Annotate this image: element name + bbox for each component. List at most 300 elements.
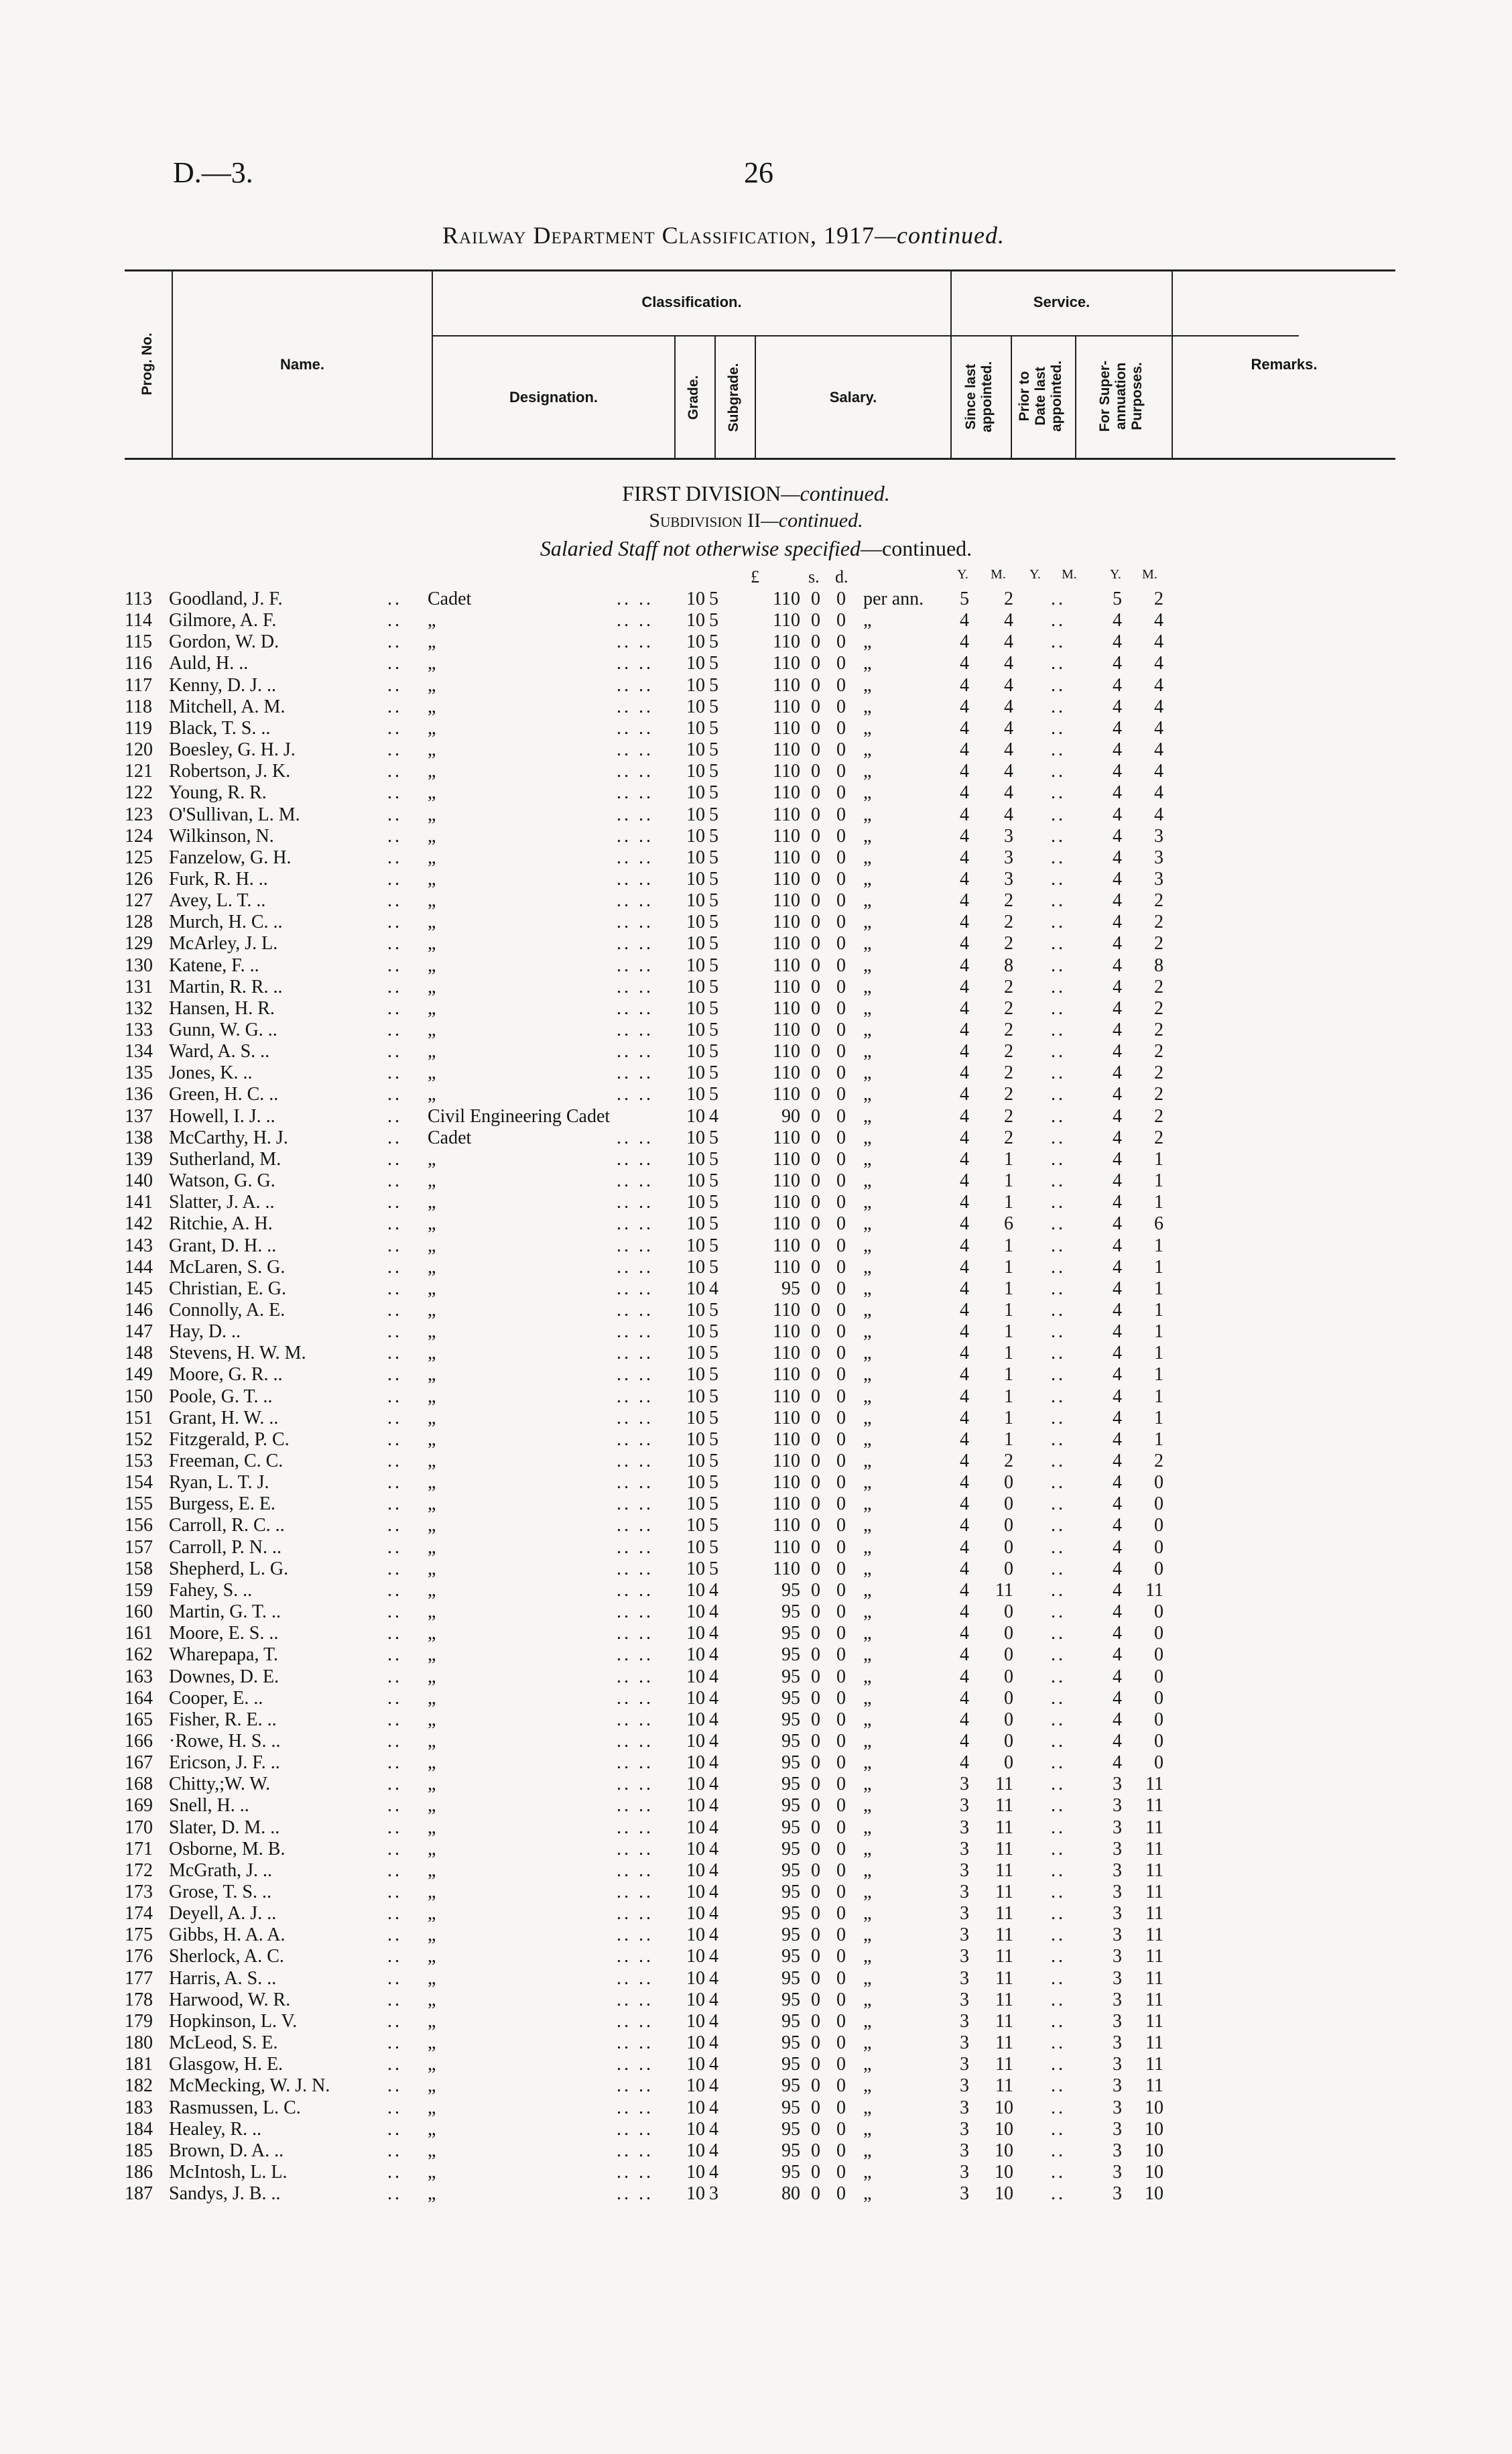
leader-dots: .. bbox=[387, 1882, 402, 1902]
prior-cell: .. bbox=[1051, 1451, 1066, 1471]
salary-shillings-cell: 0 bbox=[811, 2140, 820, 2161]
salary-pounds-cell: 95 bbox=[781, 2032, 800, 2054]
salary-pounds-cell: 110 bbox=[773, 1343, 800, 1364]
name-cell: McMecking, W. J. N. bbox=[169, 2075, 330, 2097]
subgrade-cell: 5 bbox=[709, 1321, 718, 1343]
super-months-cell: 10 bbox=[1145, 2118, 1163, 2140]
designation-cell: „ bbox=[428, 1515, 436, 1536]
salary-period-cell: „ bbox=[863, 674, 872, 696]
salary-pence-cell: 0 bbox=[836, 2118, 846, 2140]
salary-pounds-cell: 110 bbox=[773, 1192, 800, 1213]
salary-shillings-cell: 0 bbox=[811, 1795, 820, 1817]
since-months-cell: 10 bbox=[995, 2140, 1013, 2161]
page-title-suffix: —continued. bbox=[875, 222, 1005, 249]
leader-dots: .. .. bbox=[617, 610, 653, 631]
since-months-cell: 2 bbox=[1004, 1041, 1013, 1062]
salary-period-cell: „ bbox=[863, 1838, 872, 1859]
leader-dots: .. bbox=[387, 847, 402, 868]
salary-period-cell: „ bbox=[863, 825, 872, 847]
salary-period-cell: „ bbox=[863, 717, 872, 739]
salary-period-cell: „ bbox=[863, 997, 872, 1019]
name-cell: Jones, K. .. bbox=[169, 1062, 253, 1084]
grade-cell: 10 bbox=[686, 997, 705, 1019]
leader-dots: .. bbox=[387, 2183, 402, 2205]
salary-shillings-cell: 0 bbox=[811, 868, 820, 889]
prog-no-cell: 151 bbox=[125, 1407, 153, 1428]
super-years-cell: 3 bbox=[1113, 1989, 1122, 2010]
since-months-cell: 2 bbox=[1004, 1127, 1013, 1148]
super-months-cell: 11 bbox=[1145, 1989, 1163, 2010]
leader-dots: .. .. bbox=[617, 1859, 653, 1881]
prog-no-cell: 117 bbox=[125, 674, 152, 696]
leader-dots: .. bbox=[387, 1795, 402, 1817]
leader-dots: .. bbox=[387, 1730, 402, 1752]
prior-cell: .. bbox=[1051, 1343, 1066, 1364]
grade-cell: 10 bbox=[686, 1752, 705, 1774]
salary-pence-cell: 0 bbox=[836, 1213, 846, 1235]
since-months-cell: 0 bbox=[1004, 1558, 1013, 1579]
salary-pounds-cell: 95 bbox=[781, 1623, 800, 1644]
subgrade-cell: 5 bbox=[709, 976, 718, 997]
super-months-cell: 4 bbox=[1154, 717, 1163, 739]
salary-pounds-cell: 90 bbox=[781, 1105, 800, 1127]
since-months-cell: 0 bbox=[1004, 1687, 1013, 1709]
designation-cell: „ bbox=[428, 1946, 436, 1967]
leader-dots: .. bbox=[387, 1666, 402, 1687]
subgrade-cell: 4 bbox=[709, 1903, 718, 1924]
since-years-cell: 3 bbox=[960, 2183, 969, 2205]
since-months-cell: 4 bbox=[1004, 653, 1013, 674]
super-months-cell: 1 bbox=[1154, 1364, 1163, 1386]
subgrade-cell: 5 bbox=[709, 696, 718, 717]
super-months-cell: 11 bbox=[1145, 1838, 1163, 1859]
table-row bbox=[0, 1601, 1512, 1623]
salary-period-cell: „ bbox=[863, 1623, 872, 1644]
since-months-cell: 11 bbox=[995, 2010, 1013, 2032]
since-years-cell: 3 bbox=[960, 1838, 969, 1859]
since-months-cell: 4 bbox=[1004, 739, 1013, 761]
super-months-cell: 1 bbox=[1154, 1321, 1163, 1343]
since-years-cell: 4 bbox=[960, 1709, 969, 1730]
subgrade-cell: 5 bbox=[709, 847, 718, 868]
leader-dots: .. bbox=[387, 1192, 402, 1213]
prior-cell: .. bbox=[1051, 2097, 1066, 2118]
designation-cell: „ bbox=[428, 1579, 436, 1601]
salary-shillings-cell: 0 bbox=[811, 1321, 820, 1343]
salary-shillings-cell: 0 bbox=[811, 1859, 820, 1881]
since-years-cell: 4 bbox=[960, 1472, 969, 1493]
salary-period-cell: „ bbox=[863, 696, 872, 717]
leader-dots: .. bbox=[387, 1859, 402, 1881]
prog-no-cell: 187 bbox=[125, 2183, 153, 2205]
salary-pounds-cell: 110 bbox=[773, 1386, 800, 1407]
salary-period-cell: per ann. bbox=[863, 589, 924, 609]
since-months-cell: 0 bbox=[1004, 1644, 1013, 1666]
salary-pence-cell: 0 bbox=[836, 1709, 846, 1730]
salary-period-cell: „ bbox=[863, 2075, 872, 2097]
grade-cell: 10 bbox=[686, 2183, 705, 2205]
subgrade-cell: 5 bbox=[709, 739, 718, 761]
salary-pence-cell: 0 bbox=[836, 2183, 846, 2205]
prior-cell: .. bbox=[1051, 890, 1066, 912]
subgrade-cell: 4 bbox=[709, 1882, 718, 1902]
since-months-cell: 4 bbox=[1004, 782, 1013, 804]
salary-pence-cell: 0 bbox=[836, 1278, 846, 1299]
since-years-cell: 4 bbox=[960, 890, 969, 912]
super-months-cell: 4 bbox=[1154, 610, 1163, 631]
since-months-cell: 0 bbox=[1004, 1536, 1013, 1558]
leader-dots: .. .. bbox=[617, 2140, 653, 2161]
salary-period-cell: „ bbox=[863, 1730, 872, 1752]
prior-cell: .. bbox=[1051, 1170, 1066, 1192]
name-cell: McArley, J. L. bbox=[169, 933, 278, 955]
grade-cell: 10 bbox=[686, 1235, 705, 1256]
salary-shillings-cell: 0 bbox=[811, 1192, 820, 1213]
salary-period-cell: „ bbox=[863, 804, 872, 825]
salary-pence-cell: 0 bbox=[836, 1795, 846, 1817]
prog-no-cell: 124 bbox=[125, 825, 153, 847]
super-months-cell: 2 bbox=[1154, 1062, 1163, 1084]
grade-cell: 10 bbox=[686, 912, 705, 933]
designation-cell: „ bbox=[428, 674, 436, 696]
subgrade-cell: 4 bbox=[709, 2054, 718, 2075]
leader-dots: .. .. bbox=[617, 1386, 653, 1407]
grade-cell: 10 bbox=[686, 589, 705, 609]
salary-period-cell: „ bbox=[863, 1536, 872, 1558]
table-row bbox=[0, 761, 1512, 782]
since-months-cell: 1 bbox=[1004, 1428, 1013, 1450]
prior-cell: .. bbox=[1051, 825, 1066, 847]
prior-cell: .. bbox=[1051, 1709, 1066, 1730]
prior-cell: .. bbox=[1051, 674, 1066, 696]
leader-dots: .. .. bbox=[617, 717, 653, 739]
subgrade-cell: 5 bbox=[709, 1493, 718, 1515]
since-years-cell: 4 bbox=[960, 1170, 969, 1192]
leader-dots: .. bbox=[387, 1343, 402, 1364]
salary-period-cell: „ bbox=[863, 912, 872, 933]
subgrade-cell: 5 bbox=[709, 1428, 718, 1450]
leader-dots: .. bbox=[387, 674, 402, 696]
unit-shilling: s. bbox=[808, 567, 820, 587]
designation-cell: „ bbox=[428, 696, 436, 717]
table-row bbox=[0, 2032, 1512, 2054]
table-row bbox=[0, 1278, 1512, 1300]
designation-cell: „ bbox=[428, 1882, 436, 1902]
since-months-cell: 11 bbox=[995, 1817, 1013, 1838]
salary-pounds-cell: 110 bbox=[773, 589, 800, 609]
salary-pence-cell: 0 bbox=[836, 1536, 846, 1558]
super-months-cell: 11 bbox=[1145, 2010, 1163, 2032]
salary-shillings-cell: 0 bbox=[811, 1774, 820, 1795]
salary-pounds-cell: 110 bbox=[773, 804, 800, 825]
designation-cell: „ bbox=[428, 1192, 436, 1213]
super-years-cell: 3 bbox=[1113, 1967, 1122, 1989]
designation-cell: „ bbox=[428, 1730, 436, 1752]
salary-period-cell: „ bbox=[863, 1256, 872, 1278]
salary-pounds-cell: 110 bbox=[773, 610, 800, 631]
since-years-cell: 4 bbox=[960, 1278, 969, 1299]
salary-pence-cell: 0 bbox=[836, 1882, 846, 1902]
salary-pounds-cell: 110 bbox=[773, 1020, 800, 1040]
salary-pounds-cell: 110 bbox=[773, 1148, 800, 1170]
super-years-cell: 4 bbox=[1113, 717, 1122, 739]
super-months-cell: 11 bbox=[1145, 1882, 1163, 1902]
leader-dots: .. bbox=[387, 2010, 402, 2032]
designation-cell: „ bbox=[428, 610, 436, 631]
super-months-cell: 0 bbox=[1154, 1558, 1163, 1579]
salary-shillings-cell: 0 bbox=[811, 912, 820, 933]
subgrade-cell: 5 bbox=[709, 868, 718, 889]
leader-dots: .. .. bbox=[617, 1989, 653, 2010]
prog-no-cell: 130 bbox=[125, 955, 153, 976]
leader-dots: .. bbox=[387, 1321, 402, 1343]
salary-pence-cell: 0 bbox=[836, 1235, 846, 1256]
subgrade-cell: 5 bbox=[709, 1127, 718, 1148]
designation-cell: „ bbox=[428, 739, 436, 761]
salary-pence-cell: 0 bbox=[836, 1752, 846, 1774]
table-row bbox=[0, 2162, 1512, 2183]
salary-shillings-cell: 0 bbox=[811, 1946, 820, 1967]
since-years-cell: 5 bbox=[960, 589, 969, 609]
grade-cell: 10 bbox=[686, 868, 705, 889]
table-row bbox=[0, 955, 1512, 977]
salary-pounds-cell: 110 bbox=[773, 1127, 800, 1148]
salary-pounds-cell: 110 bbox=[773, 912, 800, 933]
leader-dots: .. bbox=[387, 1105, 402, 1127]
leader-dots: .. bbox=[387, 1579, 402, 1601]
table-row bbox=[0, 1580, 1512, 1601]
name-cell: Hopkinson, L. V. bbox=[169, 2010, 298, 2032]
subgrade-cell: 4 bbox=[709, 2075, 718, 2097]
designation-cell: „ bbox=[428, 717, 436, 739]
col-since-last: Since last appointed. bbox=[963, 361, 995, 433]
unit-y1: Y. bbox=[957, 567, 968, 582]
super-months-cell: 4 bbox=[1154, 696, 1163, 717]
prog-no-cell: 118 bbox=[125, 696, 152, 717]
salary-period-cell: „ bbox=[863, 1127, 872, 1148]
salary-period-cell: „ bbox=[863, 1407, 872, 1428]
super-years-cell: 4 bbox=[1113, 739, 1122, 761]
table-row bbox=[0, 933, 1512, 955]
designation-cell: „ bbox=[428, 761, 436, 782]
salary-period-cell: „ bbox=[863, 1105, 872, 1127]
since-months-cell: 2 bbox=[1004, 912, 1013, 933]
since-years-cell: 4 bbox=[960, 674, 969, 696]
grade-cell: 10 bbox=[686, 1299, 705, 1321]
designation-cell: „ bbox=[428, 1278, 436, 1299]
name-cell: Green, H. C. .. bbox=[169, 1084, 279, 1105]
salary-pounds-cell: 110 bbox=[773, 1256, 800, 1278]
salary-pence-cell: 0 bbox=[836, 1730, 846, 1752]
leader-dots: .. .. bbox=[617, 1515, 653, 1536]
since-months-cell: 1 bbox=[1004, 1386, 1013, 1407]
division-cont: —continued. bbox=[781, 481, 890, 505]
since-months-cell: 11 bbox=[995, 1859, 1013, 1881]
unit-m3: M. bbox=[1142, 567, 1157, 582]
grade-cell: 10 bbox=[686, 1882, 705, 1902]
salary-period-cell: „ bbox=[863, 2010, 872, 2032]
salary-pence-cell: 0 bbox=[836, 997, 846, 1019]
salary-pence-cell: 0 bbox=[836, 976, 846, 997]
leader-dots: .. bbox=[387, 1428, 402, 1450]
grade-cell: 10 bbox=[686, 2010, 705, 2032]
leader-dots: .. bbox=[387, 1774, 402, 1795]
table-row bbox=[0, 1321, 1512, 1343]
subgrade-cell: 4 bbox=[709, 2032, 718, 2054]
salary-pounds-cell: 110 bbox=[773, 1062, 800, 1084]
leader-dots: .. bbox=[387, 1278, 402, 1299]
leader-dots: .. .. bbox=[617, 1644, 653, 1666]
since-years-cell: 4 bbox=[960, 1148, 969, 1170]
super-months-cell: 3 bbox=[1154, 825, 1163, 847]
since-years-cell: 3 bbox=[960, 2075, 969, 2097]
salary-period-cell: „ bbox=[863, 1817, 872, 1838]
subgrade-cell: 5 bbox=[709, 1451, 718, 1471]
since-months-cell: 11 bbox=[995, 1946, 1013, 1967]
salary-pounds-cell: 110 bbox=[773, 1407, 800, 1428]
salary-period-cell: „ bbox=[863, 933, 872, 955]
leader-dots: .. bbox=[387, 1623, 402, 1644]
since-months-cell: 1 bbox=[1004, 1148, 1013, 1170]
since-months-cell: 10 bbox=[995, 2118, 1013, 2140]
salary-pence-cell: 0 bbox=[836, 1407, 846, 1428]
salary-period-cell: „ bbox=[863, 1062, 872, 1084]
salary-period-cell: „ bbox=[863, 1989, 872, 2010]
since-years-cell: 4 bbox=[960, 1364, 969, 1386]
super-years-cell: 4 bbox=[1113, 868, 1122, 889]
table-row bbox=[0, 2011, 1512, 2032]
page-header-left: D.—3. bbox=[173, 156, 253, 189]
table-row bbox=[0, 1924, 1512, 1946]
prior-cell: .. bbox=[1051, 1192, 1066, 1213]
leader-dots: .. bbox=[387, 2054, 402, 2075]
salary-period-cell: „ bbox=[863, 1472, 872, 1493]
designation-cell: „ bbox=[428, 847, 436, 868]
table-row bbox=[0, 847, 1512, 869]
salary-shillings-cell: 0 bbox=[811, 890, 820, 912]
super-months-cell: 1 bbox=[1154, 1428, 1163, 1450]
grade-cell: 10 bbox=[686, 1321, 705, 1343]
since-months-cell: 1 bbox=[1004, 1343, 1013, 1364]
salary-shillings-cell: 0 bbox=[811, 847, 820, 868]
subgrade-cell: 5 bbox=[709, 589, 718, 609]
designation-cell: „ bbox=[428, 1170, 436, 1192]
leader-dots: .. bbox=[387, 717, 402, 739]
salary-period-cell: „ bbox=[863, 1946, 872, 1967]
super-months-cell: 1 bbox=[1154, 1386, 1163, 1407]
leader-dots: .. .. bbox=[617, 739, 653, 761]
subgrade-cell: 5 bbox=[709, 1084, 718, 1105]
super-years-cell: 3 bbox=[1113, 2010, 1122, 2032]
salary-shillings-cell: 0 bbox=[811, 631, 820, 653]
leader-dots: .. bbox=[387, 1299, 402, 1321]
designation-cell: „ bbox=[428, 1213, 436, 1235]
salary-shillings-cell: 0 bbox=[811, 782, 820, 804]
col-prog-no: Prog. No. bbox=[139, 332, 155, 395]
super-months-cell: 0 bbox=[1154, 1536, 1163, 1558]
salary-period-cell: „ bbox=[863, 2032, 872, 2054]
grade-cell: 10 bbox=[686, 1472, 705, 1493]
prior-cell: .. bbox=[1051, 976, 1066, 997]
table-row bbox=[0, 1429, 1512, 1451]
super-months-cell: 2 bbox=[1154, 890, 1163, 912]
prog-no-cell: 136 bbox=[125, 1084, 153, 1105]
since-months-cell: 1 bbox=[1004, 1192, 1013, 1213]
super-years-cell: 4 bbox=[1113, 1386, 1122, 1407]
prog-no-cell: 172 bbox=[125, 1859, 153, 1881]
salary-period-cell: „ bbox=[863, 1299, 872, 1321]
grade-cell: 10 bbox=[686, 782, 705, 804]
name-cell: Sutherland, M. bbox=[169, 1148, 281, 1170]
super-months-cell: 2 bbox=[1154, 976, 1163, 997]
prog-no-cell: 164 bbox=[125, 1687, 153, 1709]
since-years-cell: 4 bbox=[960, 1020, 969, 1040]
table-row bbox=[0, 1752, 1512, 1774]
salary-pence-cell: 0 bbox=[836, 1558, 846, 1579]
leader-dots: .. .. bbox=[617, 1709, 653, 1730]
name-cell: Fisher, R. E. .. bbox=[169, 1709, 277, 1730]
table-row bbox=[0, 675, 1512, 696]
designation-cell: „ bbox=[428, 955, 436, 976]
prior-cell: .. bbox=[1051, 653, 1066, 674]
leader-dots: .. .. bbox=[617, 1493, 653, 1515]
name-cell: Wharepapa, T. bbox=[169, 1644, 278, 1666]
grade-cell: 10 bbox=[686, 1148, 705, 1170]
since-years-cell: 4 bbox=[960, 1062, 969, 1084]
salary-pence-cell: 0 bbox=[836, 2032, 846, 2054]
prog-no-cell: 140 bbox=[125, 1170, 153, 1192]
since-months-cell: 2 bbox=[1004, 997, 1013, 1019]
salary-pence-cell: 0 bbox=[836, 2010, 846, 2032]
leader-dots: .. .. bbox=[617, 1967, 653, 1989]
name-cell: Hay, D. .. bbox=[169, 1321, 241, 1343]
designation-cell: „ bbox=[428, 1321, 436, 1343]
grade-cell: 10 bbox=[686, 2161, 705, 2183]
salary-pence-cell: 0 bbox=[836, 912, 846, 933]
salary-pence-cell: 0 bbox=[836, 868, 846, 889]
salary-pence-cell: 0 bbox=[836, 610, 846, 631]
super-years-cell: 4 bbox=[1113, 1020, 1122, 1040]
name-cell: Glasgow, H. E. bbox=[169, 2054, 284, 2075]
since-years-cell: 3 bbox=[960, 1859, 969, 1881]
table-row bbox=[0, 1149, 1512, 1170]
subgrade-cell: 5 bbox=[709, 804, 718, 825]
subgrade-cell: 5 bbox=[709, 1558, 718, 1579]
leader-dots: .. bbox=[387, 761, 402, 782]
table-row bbox=[0, 1558, 1512, 1580]
salary-pence-cell: 0 bbox=[836, 1859, 846, 1881]
since-months-cell: 1 bbox=[1004, 1170, 1013, 1192]
table-row bbox=[0, 869, 1512, 890]
grade-cell: 10 bbox=[686, 933, 705, 955]
table-row bbox=[0, 1084, 1512, 1105]
since-years-cell: 4 bbox=[960, 1515, 969, 1536]
super-years-cell: 4 bbox=[1113, 1343, 1122, 1364]
designation-cell: „ bbox=[428, 1838, 436, 1859]
leader-dots: .. .. bbox=[617, 1084, 653, 1105]
super-years-cell: 4 bbox=[1113, 653, 1122, 674]
leader-dots: .. .. bbox=[617, 2010, 653, 2032]
salary-pence-cell: 0 bbox=[836, 933, 846, 955]
grade-cell: 10 bbox=[686, 1407, 705, 1428]
col-classification: Classification. bbox=[641, 294, 742, 310]
grade-cell: 10 bbox=[686, 1795, 705, 1817]
leader-dots: .. .. bbox=[617, 1730, 653, 1752]
super-years-cell: 4 bbox=[1113, 1623, 1122, 1644]
designation-cell: „ bbox=[428, 997, 436, 1019]
super-years-cell: 3 bbox=[1113, 1924, 1122, 1946]
leader-dots: .. bbox=[387, 1084, 402, 1105]
